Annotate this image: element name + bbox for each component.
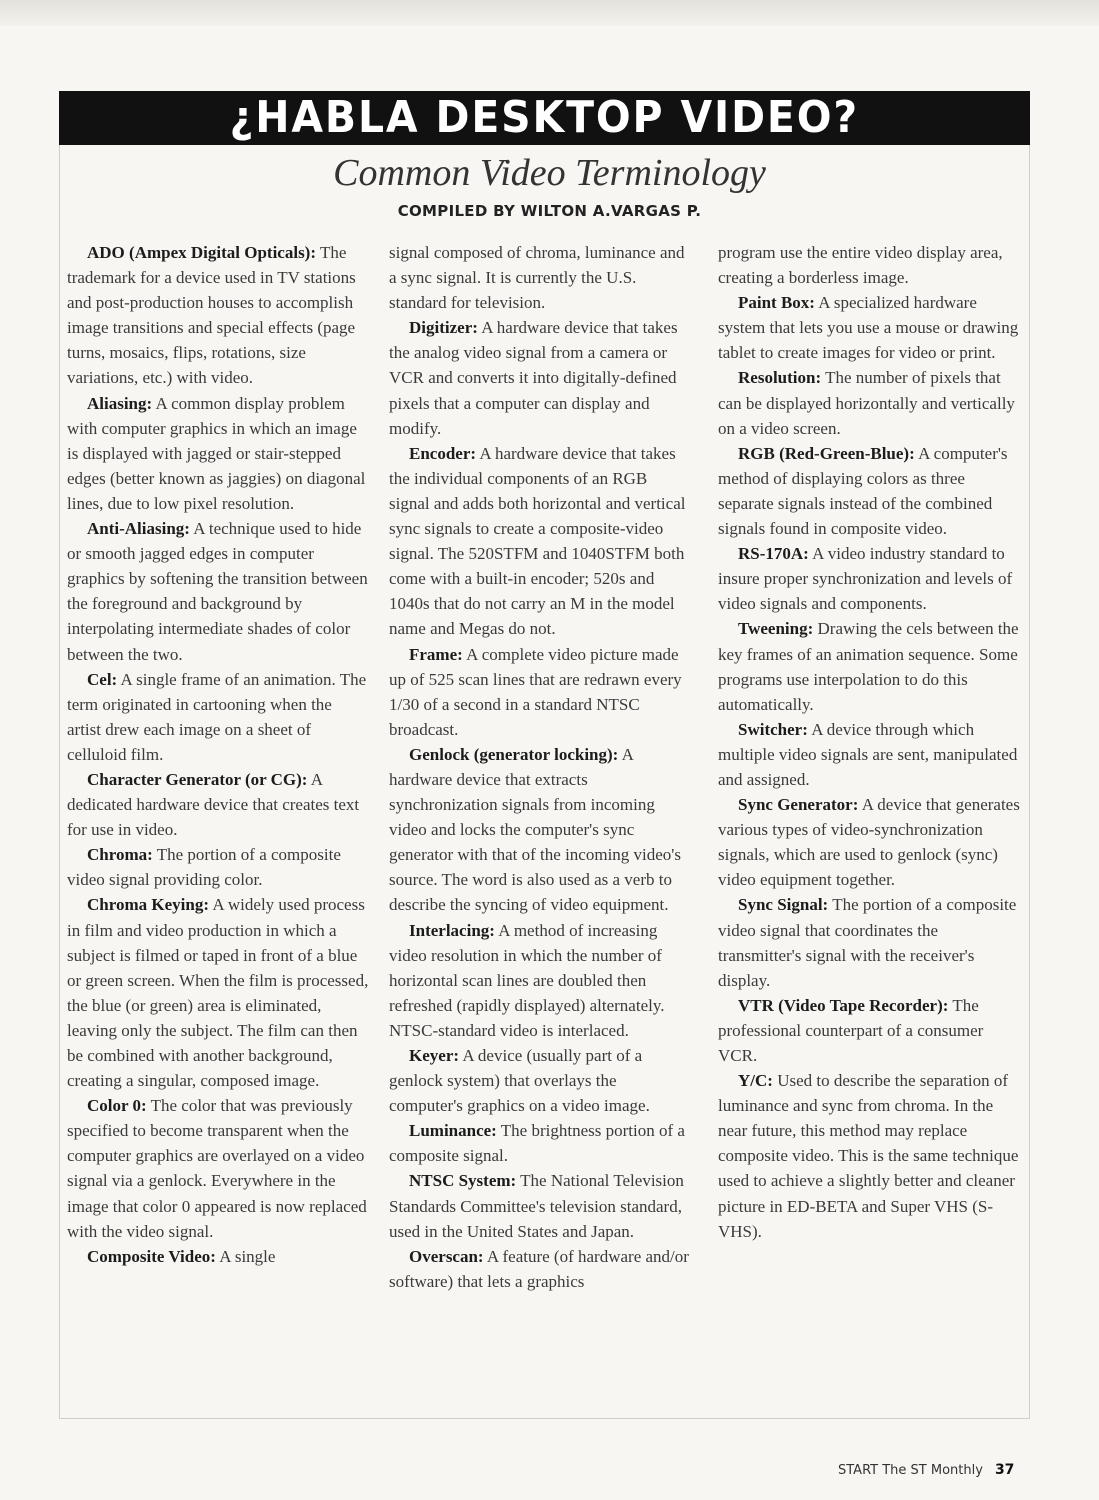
glossary-definition: A feature (of hardware and/or software) that lets a graphics bbox=[389, 1246, 689, 1291]
glossary-entry bbox=[67, 667, 369, 767]
glossary-definition: program use the entire video display area, creating a borderless image. bbox=[718, 243, 1003, 288]
glossary-term: RGB (Red-Green-Blue): bbox=[738, 443, 915, 463]
page-top-edge bbox=[0, 0, 1099, 26]
glossary-term: RS-170A: bbox=[738, 544, 809, 564]
glossary-definition: Used to describe the separation of luminance and sync from chroma. In the near future, this method may replace composite video. This is the same technique used to achieve a slightly better and cleaner picture in ED-BETA and Super VHS (S-VHS). bbox=[718, 1071, 1019, 1241]
glossary-entry bbox=[67, 842, 369, 892]
glossary-definition: The brightness portion of a composite signal. bbox=[389, 1121, 685, 1166]
glossary-definition: A technique used to hide or smooth jagged edges in computer graphics by softening the transition between the foreground and background by interpolating intermediate shades of color between the two. bbox=[67, 519, 368, 664]
glossary-definition: A hardware device that takes the analog video signal from a camera or VCR and converts it into digitally-defined pixels that a computer can display and modify. bbox=[389, 318, 678, 438]
glossary-definition: The color that was previously specified to become transparent when the computer graphics are overlayed on a video signal via a genlock. Everywhere in the image that color 0 appeared is now replaced with the video signal. bbox=[67, 1096, 367, 1241]
glossary-definition: The National Television Standards Committee's television standard, used in the United States and Japan. bbox=[389, 1171, 684, 1241]
glossary-entry bbox=[718, 441, 1020, 541]
glossary-term: Aliasing: bbox=[87, 393, 153, 413]
glossary-term: Resolution: bbox=[738, 368, 822, 388]
title-banner bbox=[59, 91, 1030, 145]
glossary-term: Composite Video: bbox=[87, 1246, 216, 1266]
glossary-term: Overscan: bbox=[409, 1246, 484, 1266]
glossary-entry bbox=[67, 1244, 369, 1269]
glossary-entry bbox=[718, 541, 1020, 616]
glossary-term: Sync Signal: bbox=[738, 895, 829, 915]
glossary-entry bbox=[389, 1244, 691, 1294]
byline: COMPILED BY WILTON A.VARGAS P. bbox=[397, 202, 702, 220]
glossary-term: Chroma Keying: bbox=[87, 895, 209, 915]
glossary-definition: The portion of a composite video signal that coordinates the transmitter's signal with the receiver's display. bbox=[718, 895, 1017, 990]
glossary-definition: The trademark for a device used in TV stations and post-production houses to accomplish image transitions and special effects (page turns, mosaics, flips, rotations, size variations, etc.) with video. bbox=[67, 243, 356, 388]
glossary-term: Paint Box: bbox=[738, 293, 815, 313]
glossary-term: Y/C: bbox=[738, 1071, 773, 1091]
glossary-entry bbox=[67, 892, 369, 1093]
glossary-term: Digitizer: bbox=[409, 318, 478, 338]
glossary-entry bbox=[67, 391, 369, 516]
glossary-definition: A device (usually part of a genlock system) that overlays the computer's graphics on a video image. bbox=[389, 1046, 650, 1116]
glossary-definition: A method of increasing video resolution in which the number of horizontal scan lines are doubled then refreshed (rapidly displayed) alternately. NTSC-standard video is interlaced. bbox=[389, 920, 665, 1040]
glossary-entry bbox=[718, 365, 1020, 440]
glossary-term: NTSC System: bbox=[409, 1171, 517, 1191]
glossary-definition: A device through which multiple video signals are sent, manipulated and assigned. bbox=[718, 719, 1018, 789]
glossary-term: Character Generator (or CG): bbox=[87, 769, 308, 789]
glossary-term: Keyer: bbox=[409, 1046, 460, 1065]
glossary-entry bbox=[67, 767, 369, 842]
glossary-term: Color 0: bbox=[87, 1096, 147, 1116]
glossary-entry bbox=[389, 642, 691, 742]
glossary-entry bbox=[389, 742, 691, 918]
glossary-entry bbox=[389, 1118, 691, 1168]
page-title: ¿HABLA DESKTOP VIDEO? bbox=[229, 92, 860, 143]
page-footer bbox=[838, 1462, 1014, 1478]
magazine-name: START The ST Monthly bbox=[838, 1463, 983, 1478]
glossary-definition: A video industry standard to insure proper synchronization and levels of video signals and components. bbox=[718, 544, 1013, 614]
glossary-term: Chroma: bbox=[87, 845, 153, 865]
glossary-term: Interlacing: bbox=[409, 920, 495, 940]
glossary-term: VTR (Video Tape Recorder): bbox=[738, 995, 949, 1015]
glossary-entry bbox=[389, 441, 691, 642]
glossary-entry bbox=[67, 240, 369, 391]
glossary-definition: The professional counterpart of a consumer VCR. bbox=[718, 995, 984, 1065]
glossary-entry bbox=[718, 892, 1020, 992]
article-subtitle: Common Video Terminology bbox=[333, 152, 766, 194]
glossary-term: Cel: bbox=[87, 669, 118, 689]
page-number: 37 bbox=[994, 1462, 1015, 1478]
glossary-term: Genlock (generator locking): bbox=[409, 744, 619, 764]
glossary-entry bbox=[718, 290, 1020, 365]
glossary-entry bbox=[67, 516, 369, 667]
glossary-term: Encoder: bbox=[409, 443, 477, 463]
glossary-entry bbox=[718, 1068, 1020, 1244]
glossary-definition: The portion of a composite video signal providing color. bbox=[67, 845, 341, 890]
glossary-entry bbox=[718, 616, 1020, 716]
glossary-definition: A single bbox=[219, 1246, 276, 1266]
glossary-definition: A common display problem with computer graphics in which an image is displayed with jagged or stair-stepped edges (better known as jaggies) on diagonal lines, due to low pixel resolution. bbox=[67, 393, 366, 513]
glossary-term: Anti-Aliasing: bbox=[87, 519, 190, 539]
glossary-entry bbox=[389, 1043, 691, 1118]
glossary-entry-continued bbox=[389, 240, 691, 315]
text-column-1 bbox=[67, 240, 369, 1269]
text-column-3 bbox=[718, 240, 1020, 1244]
glossary-definition: A hardware device that extracts synchronization signals from incoming video and locks the computer's sync generator with that of the incoming video's source. The word is also used as a verb to describe the syncing of video equipment. bbox=[389, 744, 681, 915]
glossary-entry bbox=[389, 918, 691, 1043]
glossary-definition: A device that generates various types of video-synchronization signals, which are used to genlock (sync) video equipment together. bbox=[718, 795, 1020, 890]
glossary-definition: A computer's method of displaying colors as three separate signals instead of the combined signals found in composite video. bbox=[718, 443, 1008, 539]
glossary-entry bbox=[718, 717, 1020, 792]
glossary-entry bbox=[389, 315, 691, 440]
glossary-term: ADO (Ampex Digital Opticals): bbox=[87, 243, 317, 262]
glossary-entry bbox=[389, 1168, 691, 1243]
glossary-definition: A single frame of an animation. The term originated in cartooning when the artist drew each image on a sheet of celluloid film. bbox=[67, 669, 367, 764]
glossary-definition: A hardware device that takes the individual components of an RGB signal and adds both horizontal and vertical sync signals to create a composite-video signal. The 520STFM and 1040STFM both come with a built-in encoder; 520s and 1040s that do not carry an M in the model name and Megas do not. bbox=[389, 443, 686, 639]
glossary-term: Sync Generator: bbox=[738, 795, 859, 815]
text-column-2 bbox=[389, 240, 691, 1294]
glossary-definition: Drawing the cels between the key frames of an animation sequence. Some programs use interpolation to do this automatically. bbox=[718, 619, 1019, 714]
glossary-entry bbox=[718, 993, 1020, 1068]
glossary-term: Frame: bbox=[409, 644, 463, 664]
glossary-term: Luminance: bbox=[409, 1121, 497, 1141]
glossary-term: Switcher: bbox=[738, 719, 808, 739]
glossary-definition: signal composed of chroma, luminance and a sync signal. It is currently the U.S. standard for television. bbox=[389, 243, 685, 313]
glossary-entry-continued bbox=[718, 240, 1020, 290]
glossary-definition: A dedicated hardware device that creates text for use in video. bbox=[67, 769, 360, 840]
glossary-entry bbox=[718, 792, 1020, 892]
glossary-definition: A complete video picture made up of 525 scan lines that are redrawn every 1/30 of a second in a standard NTSC broadcast. bbox=[389, 644, 682, 739]
glossary-entry bbox=[67, 1093, 369, 1244]
glossary-term: Tweening: bbox=[738, 619, 814, 639]
glossary-definition: A widely used process in film and video production in which a subject is filmed or taped in front of a blue or green screen. When the film is processed, the blue (or green) area is eliminated, leaving only the subject. The film can then be combined with another background, creating a singular, composed image. bbox=[67, 895, 369, 1091]
glossary-definition: The number of pixels that can be displayed horizontally and vertically on a video screen. bbox=[718, 368, 1015, 438]
glossary-definition: A specialized hardware system that lets you use a mouse or drawing tablet to create images for video or print. bbox=[718, 293, 1019, 363]
